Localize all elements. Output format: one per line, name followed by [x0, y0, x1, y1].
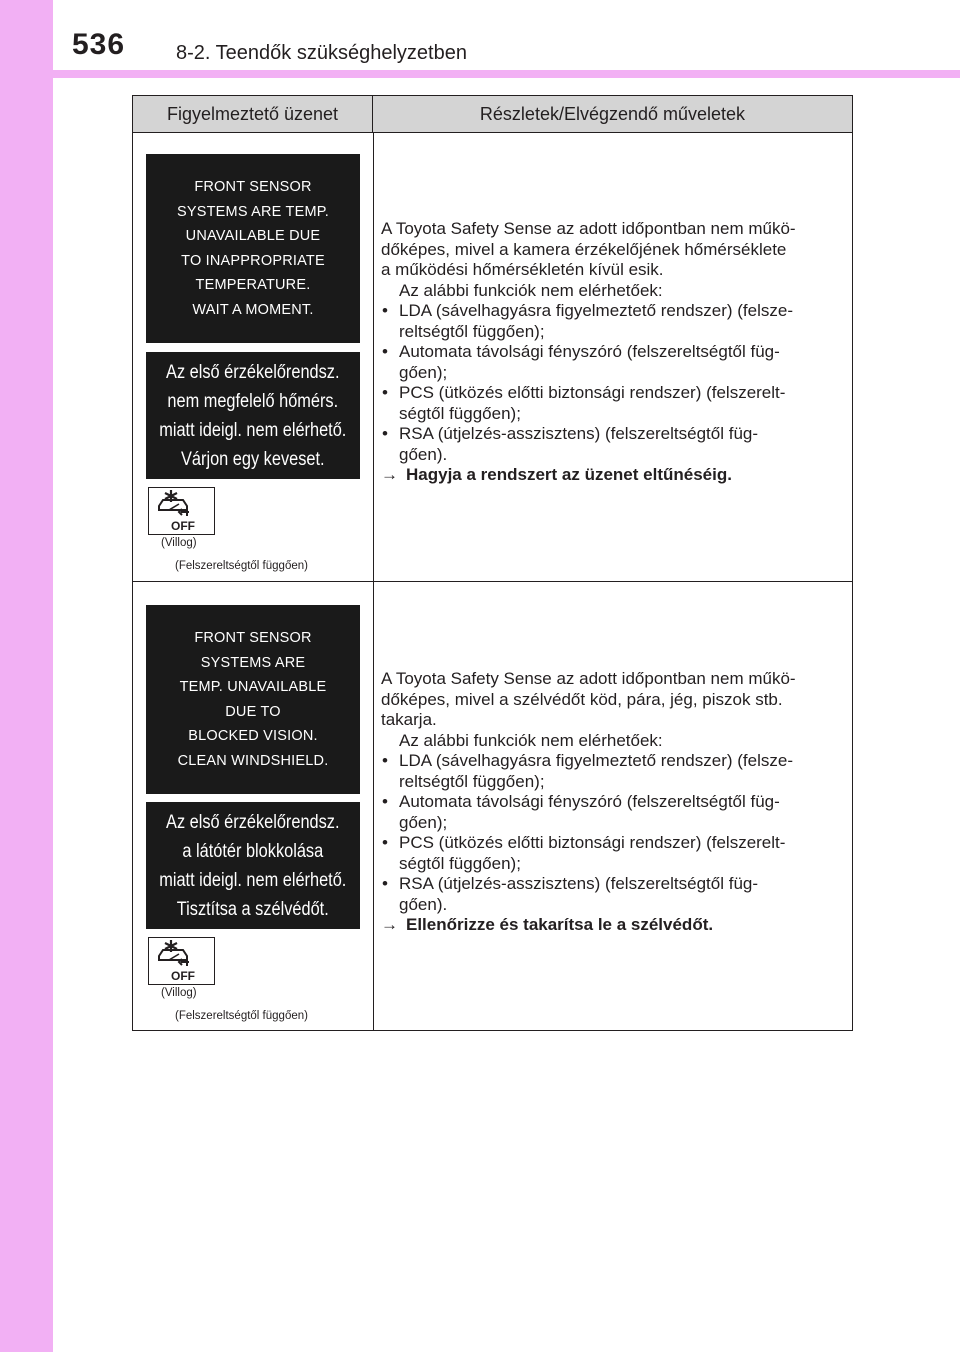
message-line: a látótér blokkolása — [182, 840, 324, 862]
equipment-note: (Felszereltségtől függően) — [175, 560, 308, 572]
message-line: miatt ideigl. nem elérhető. — [159, 419, 347, 441]
row-description — [381, 669, 847, 936]
intro-line: dőképes, mivel a szélvédőt köd, pára, jég, piszok stb. — [381, 689, 783, 709]
message-line: Az első érzékelőrendsz. — [166, 811, 340, 833]
flash-note: (Villog) — [161, 987, 197, 999]
message-line: Várjon egy keveset. — [181, 448, 325, 470]
message-line: DUE TO — [225, 703, 281, 720]
message-line: WAIT A MOMENT. — [192, 301, 314, 318]
message-line: BLOCKED VISION. — [188, 728, 318, 744]
unavailable-line: Az alábbi funkciók nem elérhetőek: — [399, 730, 663, 750]
list-item: • LDA (sávelhagyásra figyelmeztető rendszer) (felsze- reltségtől függően); — [381, 301, 847, 342]
intro-line: dőképes, mivel a kamera érzékelőjének hőmérséklete — [381, 239, 787, 259]
message-line: FRONT SENSOR — [194, 630, 312, 646]
intro-line: a működési hőmérsékletén kívül esik. — [381, 260, 664, 279]
list-item: • RSA (útjelzés-asszisztens) (felszereltségtől füg- gően). — [381, 874, 847, 915]
action-instruction — [381, 465, 847, 486]
message-line: Tisztítsa a szélvédőt. — [177, 898, 329, 920]
column-header-details: Részletek/Elvégzendő műveletek — [479, 104, 746, 124]
message-line: TEMP. UNAVAILABLE — [179, 679, 327, 695]
message-line: SYSTEMS ARE — [200, 654, 306, 671]
row-description — [381, 219, 847, 486]
message-line: SYSTEMS ARE TEMP. — [177, 203, 329, 220]
action-instruction — [381, 915, 847, 936]
list-item: • Automata távolsági fényszóró (felszereltségtől füg- gően); — [381, 342, 847, 383]
page-number: 536 — [72, 28, 126, 61]
icon-off-label: OFF — [171, 969, 195, 983]
lane-assist-off-icon — [148, 487, 215, 535]
message-line: Az első érzékelőrendsz. — [166, 361, 340, 383]
side-tab-strip — [0, 0, 53, 1352]
message-line: miatt ideigl. nem elérhető. — [159, 869, 347, 891]
action-text: Hagyja a rendszert az üzenet eltűnéséig. — [406, 465, 732, 484]
list-item: • Automata távolsági fényszóró (felszereltségtől füg- gően); — [381, 792, 847, 833]
display-message-hungarian — [146, 802, 360, 929]
display-message-hungarian — [146, 352, 360, 479]
list-item: • PCS (ütközés előtti biztonsági rendszer) (felszerelt- ségtől függően); — [381, 833, 847, 874]
row-divider — [133, 581, 852, 582]
display-message-english — [146, 605, 360, 794]
intro-line: A Toyota Safety Sense az adott időpontban nem műkö- — [381, 669, 796, 688]
arrow-icon: → — [381, 915, 398, 934]
intro-line: A Toyota Safety Sense az adott időpontban nem műkö- — [381, 219, 796, 238]
flash-note: (Villog) — [161, 537, 197, 549]
message-line: nem megfelelő hőmérs. — [167, 390, 339, 412]
equipment-note: (Felszereltségtől függően) — [175, 1010, 308, 1022]
message-line: TO INAPPROPRIATE — [181, 252, 325, 269]
header-rule — [53, 70, 960, 78]
message-line: UNAVAILABLE DUE — [185, 228, 321, 244]
action-text: Ellenőrizze és takarítsa le a szélvédőt. — [406, 915, 714, 934]
display-message-english — [146, 154, 360, 343]
lane-assist-off-icon — [148, 937, 215, 985]
column-header-message: Figyelmeztető üzenet — [133, 96, 373, 132]
icon-off-label: OFF — [171, 519, 195, 533]
table-header — [133, 96, 852, 133]
unavailable-line: Az alábbi funkciók nem elérhetőek: — [399, 280, 663, 300]
section-title: 8-2. Teendők szükséghelyzetben — [176, 42, 467, 64]
warning-table — [132, 95, 853, 1031]
intro-line: takarja. — [381, 710, 437, 729]
list-item: • LDA (sávelhagyásra figyelmeztető rendszer) (felsze- reltségtől függően); — [381, 751, 847, 792]
message-line: CLEAN WINDSHIELD. — [177, 752, 329, 769]
arrow-icon: → — [381, 465, 398, 484]
list-item: • PCS (ütközés előtti biztonsági rendszer) (felszerelt- ségtől függően); — [381, 383, 847, 424]
message-line: TEMPERATURE. — [195, 277, 311, 293]
list-item: • RSA (útjelzés-asszisztens) (felszereltségtől füg- gően). — [381, 424, 847, 465]
message-line: FRONT SENSOR — [194, 179, 312, 195]
